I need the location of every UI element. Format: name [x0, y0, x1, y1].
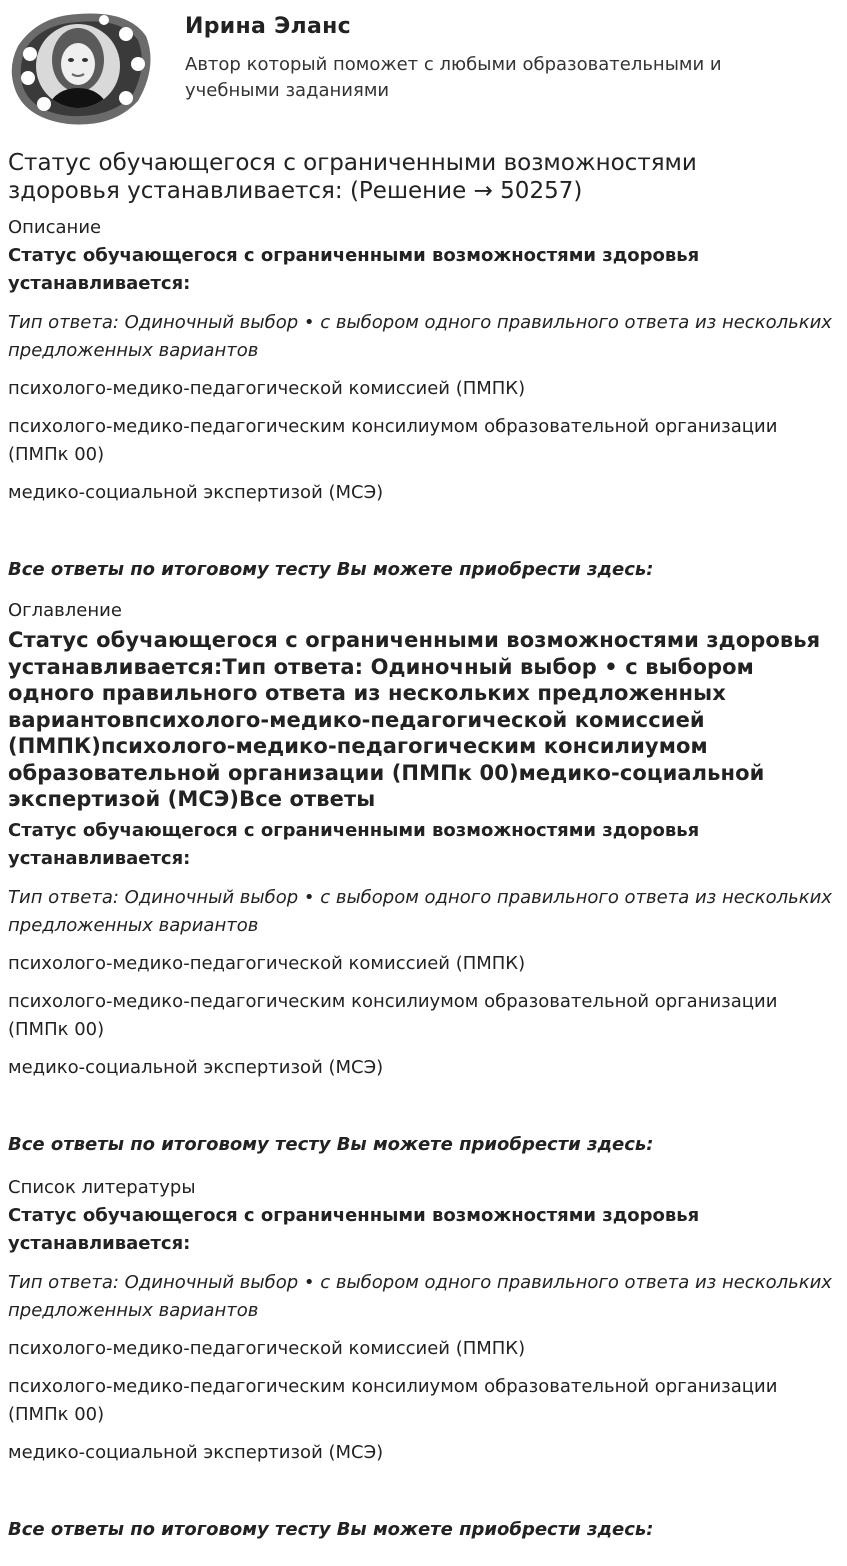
author-avatar-image [8, 6, 152, 126]
answer-option: психолого-медико-педагогическим консилиумом образовательной организации (ПМПк 00) [8, 1376, 778, 1425]
section-heading-literature: Список литературы [8, 1177, 196, 1198]
author-avatar [8, 6, 152, 126]
toc-summary: Статус обучающегося с ограниченными возможностями здоровья устанавливается:Тип ответа: Одиночный выбор • с выбором одного правильного ответа из нескольких предложенных вариантовпсихолого-медико-педагогической комиссией (ПМПК)психолого-медико-педагогическим консилиумом образовательной организации (ПМПк 00)медико-социальной экспертизой (МСЭ)Все ответы [8, 628, 821, 811]
answer-option: психолого-медико-педагогическим консилиумом образовательной организации (ПМПк 00) [8, 990, 778, 1040]
answer-option: медико-социальной экспертизой (МСЭ) [8, 482, 384, 503]
buy-note: Все ответы по итоговому тесту Вы можете приобрести здесь: [8, 1133, 654, 1155]
answer-option: медико-социальной экспертизой (МСЭ) [8, 1442, 384, 1463]
buy-note: Все ответы по итоговому тесту Вы можете приобрести здесь: [8, 559, 654, 580]
author-name: Ирина Эланс [185, 14, 351, 39]
author-description: Автор который поможет с любыми образовательными и учебными заданиями [185, 54, 722, 101]
answer-type: Тип ответа: Одиночный выбор • с выбором одного правильного ответа из нескольких предложенных вариантов [8, 312, 832, 361]
description-section [8, 217, 838, 584]
author-card [8, 6, 838, 126]
question-text: Статус обучающегося с ограниченными возможностями здоровья устанавливается: [8, 245, 700, 294]
section-heading-toc: Оглавление [8, 600, 122, 621]
answer-option: психолого-медико-педагогической комиссией (ПМПК) [8, 1338, 526, 1359]
literature-section [8, 1177, 838, 1544]
question-text: Статус обучающегося с ограниченными возможностями здоровья устанавливается: [8, 819, 700, 869]
section-heading-description: Описание [8, 217, 102, 238]
answer-option: психолого-медико-педагогической комиссией (ПМПК) [8, 952, 526, 974]
question-text: Статус обучающегося с ограниченными возможностями здоровья устанавливается: [8, 1205, 700, 1254]
page-title: Статус обучающегося с ограниченными возможностями здоровья устанавливается: (Решение → 50257) [8, 150, 697, 204]
toc-section [8, 600, 838, 1159]
answer-type: Тип ответа: Одиночный выбор • с выбором одного правильного ответа из нескольких предложенных вариантов [8, 1272, 832, 1321]
answer-option: медико-социальной экспертизой (МСЭ) [8, 1056, 384, 1078]
buy-note: Все ответы по итоговому тесту Вы можете приобрести здесь: [8, 1519, 654, 1540]
answer-option: психолого-медико-педагогическим консилиумом образовательной организации (ПМПк 00) [8, 416, 778, 465]
answer-option: психолого-медико-педагогической комиссией (ПМПК) [8, 378, 526, 399]
answer-type: Тип ответа: Одиночный выбор • с выбором одного правильного ответа из нескольких предложенных вариантов [8, 886, 832, 936]
